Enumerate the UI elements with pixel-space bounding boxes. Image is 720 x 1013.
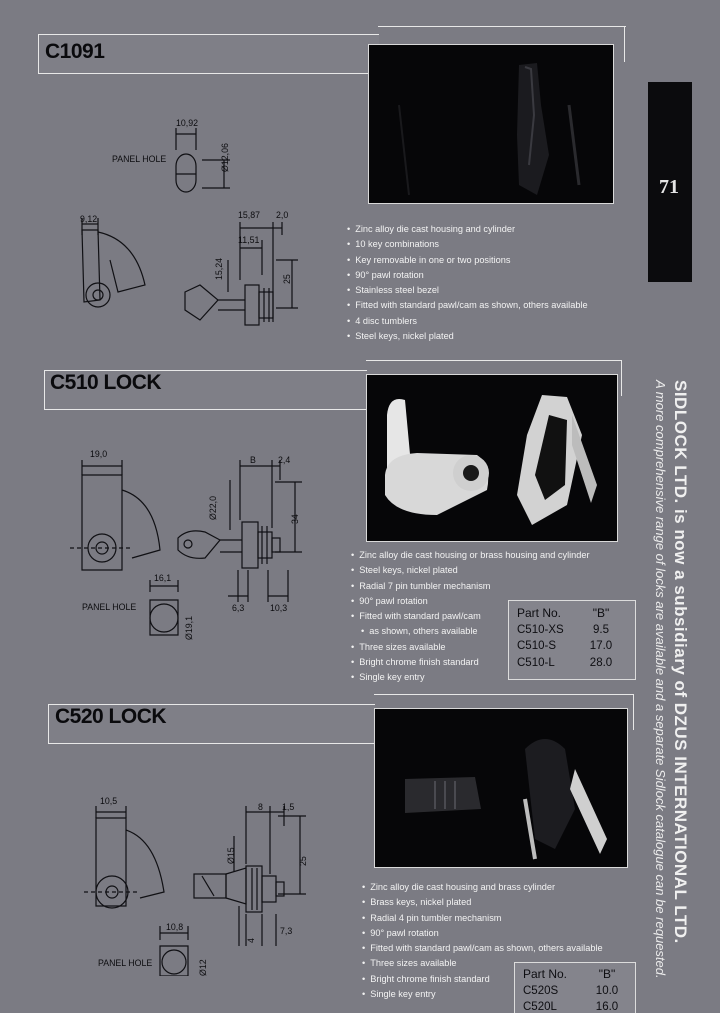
list-item: • Fitted with standard pawl/cam as shown, others available bbox=[347, 298, 588, 313]
dim-label: 6,3 bbox=[232, 603, 245, 613]
list-item: • 90° pawl rotation bbox=[351, 594, 590, 609]
feature-list-c1091 bbox=[347, 222, 588, 344]
dim-label: 25 bbox=[282, 274, 292, 284]
dim-label: 8 bbox=[258, 802, 263, 812]
list-item: • 90° pawl rotation bbox=[362, 926, 603, 941]
dim-label: 7,3 bbox=[280, 926, 293, 936]
section-header-rule bbox=[621, 360, 622, 396]
dim-label: 2,4 bbox=[278, 455, 291, 465]
dim-label: 15,24 bbox=[214, 257, 224, 280]
table-header: Part No. bbox=[523, 967, 568, 981]
list-item: • 10 key combinations bbox=[347, 237, 588, 252]
list-item: • Zinc alloy die cast housing or brass housing and cylinder bbox=[351, 548, 590, 563]
panel-hole-label: PANEL HOLE bbox=[112, 154, 167, 164]
dim-label: 10,92 bbox=[176, 118, 199, 128]
table-cell: 17.0 bbox=[589, 640, 613, 652]
list-item: • Bright chrome finish standard bbox=[362, 972, 603, 987]
table-cell: C520S bbox=[523, 984, 559, 997]
list-item: • 90° pawl rotation bbox=[347, 268, 588, 283]
side-notice bbox=[653, 380, 690, 979]
table-cell: C520L bbox=[523, 1001, 557, 1011]
table-cell: 16.0 bbox=[595, 1001, 619, 1011]
list-item: • Three sizes available bbox=[362, 956, 603, 971]
table-cell: C510-S bbox=[517, 640, 556, 652]
list-item: • Fitted with standard pawl/cam as shown, others available bbox=[362, 941, 603, 956]
dim-label: 10,3 bbox=[270, 603, 288, 613]
list-item: • Single key entry bbox=[351, 670, 590, 685]
dim-label: Ø15 bbox=[226, 847, 236, 864]
dim-label: 1,5 bbox=[282, 802, 295, 812]
table-row bbox=[515, 999, 635, 1011]
table-row bbox=[509, 655, 635, 672]
list-item: • Zinc alloy die cast housing and cylinder bbox=[347, 222, 588, 237]
table-row bbox=[515, 983, 635, 1000]
section-title: C1091 bbox=[45, 40, 105, 63]
list-item: • Three sizes available bbox=[351, 640, 590, 655]
dim-label: 4 bbox=[246, 938, 256, 943]
dim-label: 2,0 bbox=[276, 210, 289, 220]
table-cell: 10.0 bbox=[595, 984, 619, 997]
dim-label: 15,87 bbox=[238, 210, 261, 220]
dim-label: 16,1 bbox=[154, 573, 172, 583]
table-row bbox=[509, 622, 635, 639]
list-item: • Brass keys, nickel plated bbox=[362, 895, 603, 910]
part-table-c510 bbox=[508, 600, 636, 680]
dim-label: Ø12,06 bbox=[220, 143, 230, 172]
dim-label: Ø22,0 bbox=[208, 496, 218, 520]
table-header: "B" bbox=[598, 967, 616, 981]
technical-drawing-c520 bbox=[84, 796, 324, 976]
section-header-rule-top bbox=[366, 360, 622, 361]
dim-label: 10,8 bbox=[166, 922, 184, 932]
list-item: • Key removable in one or two positions bbox=[347, 253, 588, 268]
product-photo-c520 bbox=[374, 708, 628, 868]
table-cell: C510-XS bbox=[517, 623, 564, 636]
product-photo-c1091 bbox=[368, 44, 614, 204]
dim-label: 11,51 bbox=[238, 235, 260, 245]
section-header-rule-top bbox=[378, 26, 626, 27]
page-number: 71 bbox=[659, 176, 679, 198]
dim-label: 9,12 bbox=[80, 214, 98, 224]
dim-label: 34 bbox=[290, 514, 300, 524]
product-photo-c510 bbox=[366, 374, 618, 542]
dim-label: 19,0 bbox=[90, 449, 108, 459]
list-item: • Bright chrome finish standard bbox=[351, 655, 590, 670]
table-cell: 28.0 bbox=[589, 656, 613, 669]
section-title: C520 LOCK bbox=[55, 705, 167, 728]
list-item: • Radial 4 pin tumbler mechanism bbox=[362, 911, 603, 926]
list-item: • Fitted with standard pawl/cam bbox=[351, 609, 590, 624]
section-header-rule-top bbox=[374, 694, 634, 695]
panel-hole-label: PANEL HOLE bbox=[82, 602, 137, 612]
table-header: Part No. bbox=[517, 606, 562, 620]
table-cell: C510-L bbox=[517, 656, 555, 669]
section-header-rule bbox=[624, 26, 625, 62]
technical-drawing-c1091 bbox=[40, 110, 330, 340]
dim-label: B bbox=[250, 455, 256, 465]
list-item: • Radial 7 pin tumbler mechanism bbox=[351, 579, 590, 594]
list-item: • Zinc alloy die cast housing and brass cylinder bbox=[362, 880, 603, 895]
side-notice-line1: SIDLOCK LTD. is now a subsidiary of DZUS INTERNATIONAL LTD. bbox=[671, 380, 690, 944]
list-item: • as shown, others available bbox=[351, 624, 590, 639]
list-item: • Stainless steel bezel bbox=[347, 283, 588, 298]
table-cell: 9.5 bbox=[593, 623, 609, 636]
part-table-c520 bbox=[514, 962, 636, 1013]
table-header: "B" bbox=[592, 606, 610, 620]
dim-label: Ø19,1 bbox=[184, 616, 194, 640]
dim-label: 10,5 bbox=[100, 796, 118, 806]
list-item: • Single key entry bbox=[362, 987, 603, 1002]
section-header-rule bbox=[633, 694, 634, 730]
section-title: C510 LOCK bbox=[50, 371, 162, 394]
dim-label: 25 bbox=[298, 856, 308, 866]
list-item: • Steel keys, nickel plated bbox=[347, 329, 588, 344]
side-notice-line2: A more comprehensive range of locks are available and a separate Sidlock catalogue can be requested. bbox=[653, 380, 668, 979]
list-item: • 4 disc tumblers bbox=[347, 314, 588, 329]
table-row bbox=[509, 638, 635, 655]
panel-hole-label: PANEL HOLE bbox=[98, 958, 153, 968]
list-item: • Steel keys, nickel plated bbox=[351, 563, 590, 578]
dim-label: Ø12 bbox=[198, 959, 208, 976]
